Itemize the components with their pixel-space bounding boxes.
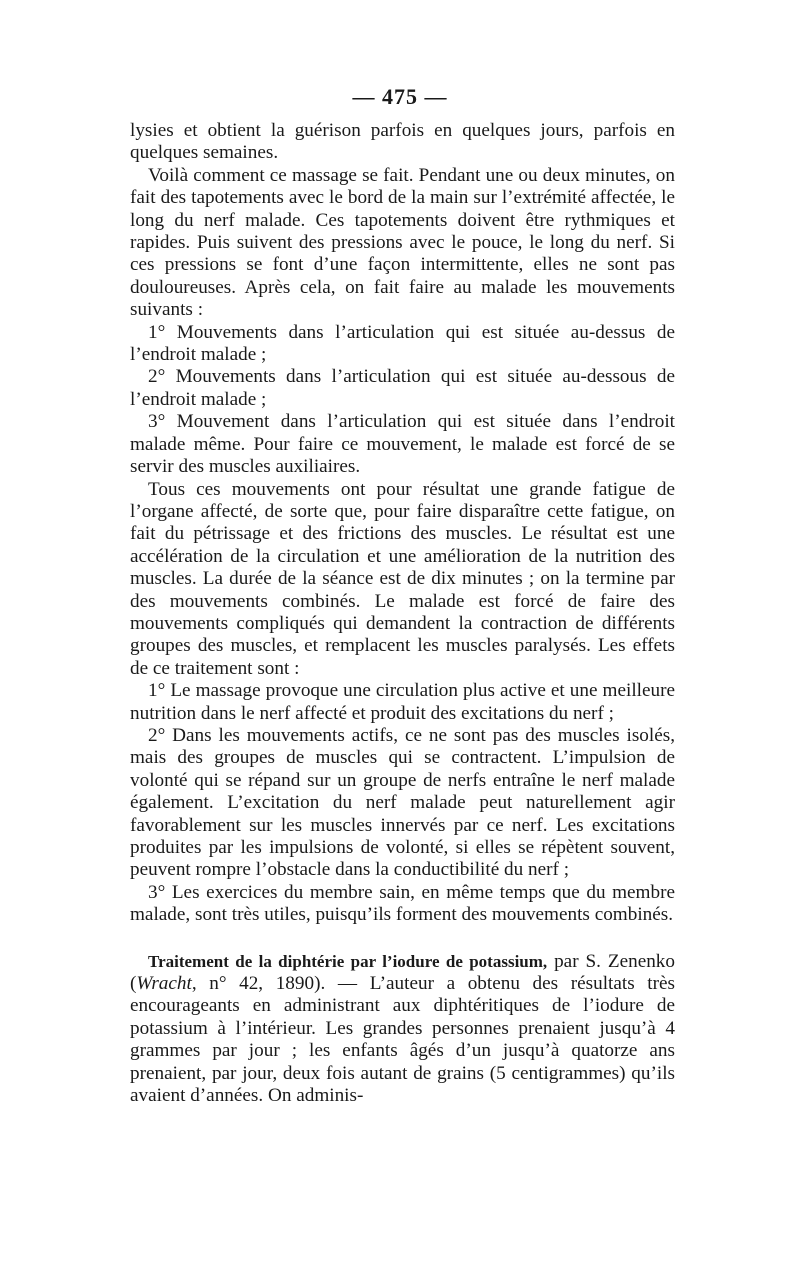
- paragraph: 2° Mouvements dans l’articulation qui est située au-dessous de l’endroit malade ;: [130, 366, 675, 410]
- section-journal: Wracht: [136, 973, 192, 995]
- paragraph: Tous ces mouvements ont pour résultat une grande fatigue de l’organe affecté, de sorte que, pour faire disparaître cette fatigue, on fait du pétrissage et des frictions des muscles. Le résultat est une accélération de la circulation et une amélioration de la nutrition des muscles. La durée de la séance est de dix minutes ; on la termine par des mouvements combinés. Le malade est forcé de faire des mouvements compliqués qui demandent la contraction de différents groupes des muscles, et remplacent les muscles paralysés. Les effets de ce traitement sont :: [130, 478, 675, 679]
- section-paragraph: [130, 951, 675, 1108]
- page-number: — 475 —: [352, 84, 448, 109]
- paragraph: 1° Le massage provoque une circulation plus active et une meilleure nutrition dans le nerf affecté et produit des excitations du nerf ;: [130, 680, 675, 724]
- section-heading: Traitement de la diphtérie par l’iodure de potassium,: [148, 951, 548, 971]
- section-reference: , n° 42, 1890). —: [191, 973, 358, 995]
- paragraph: lysies et obtient la guérison parfois en quelques jours, parfois en quelques semaines.: [130, 120, 675, 164]
- article-section: [130, 951, 675, 1108]
- paragraph: Voilà comment ce massage se fait. Pendant une ou deux minutes, on fait des tapotements avec le bord de la main sur l’extrémité affectée, le long du nerf malade. Ces tapotements doivent être rythmiques et rapides. Puis suivent des pressions avec le pouce, le long du nerf. Si ces pressions se font d’une façon intermittente, elles ne sont pas douloureuses. Après cela, on fait faire au malade les mouvements suivants :: [130, 164, 675, 321]
- section-body: L’auteur a obtenu des résultats très encourageants en administrant aux diphtéritiques de l’iodure de potassium à l’intérieur. Les grandes personnes prenaient jusqu’à 4 grammes par jour ; les enfants âgés d’un jusqu’à quatorze ans prenaient, par jour, deux fois autant de grains (5 centigrammes) qu’ils avaient d’années. On adminis-: [130, 973, 675, 1107]
- paragraph: 3° Mouvement dans l’articulation qui est située dans l’endroit malade même. Pour faire ce mouvement, le malade est forcé de se servir des muscles auxiliaires.: [130, 411, 675, 478]
- body-text: [130, 120, 675, 1107]
- paragraph: 3° Les exercices du membre sain, en même temps que du membre malade, sont très utiles, puisqu’ils forment des mouvements combinés.: [130, 881, 675, 926]
- paragraph: 2° Dans les mouvements actifs, ce ne sont pas des muscles isolés, mais des groupes de muscles qui se contractent. L’impulsion de volonté qui se répand sur un groupe de nerfs entraîne le nerf malade également. L’excitation du nerf malade peut naturellement agir favorablement sur les muscles innervés par ce nerf. Les excitations produites par les impulsions de volonté, si elles se répètent souvent, peuvent rompre l’obstacle dans la conductibilité du nerf ;: [130, 724, 675, 881]
- paragraph: 1° Mouvements dans l’articulation qui est située au-dessus de l’endroit malade ;: [130, 321, 675, 366]
- section-author: par S. Zenenko (: [130, 950, 675, 995]
